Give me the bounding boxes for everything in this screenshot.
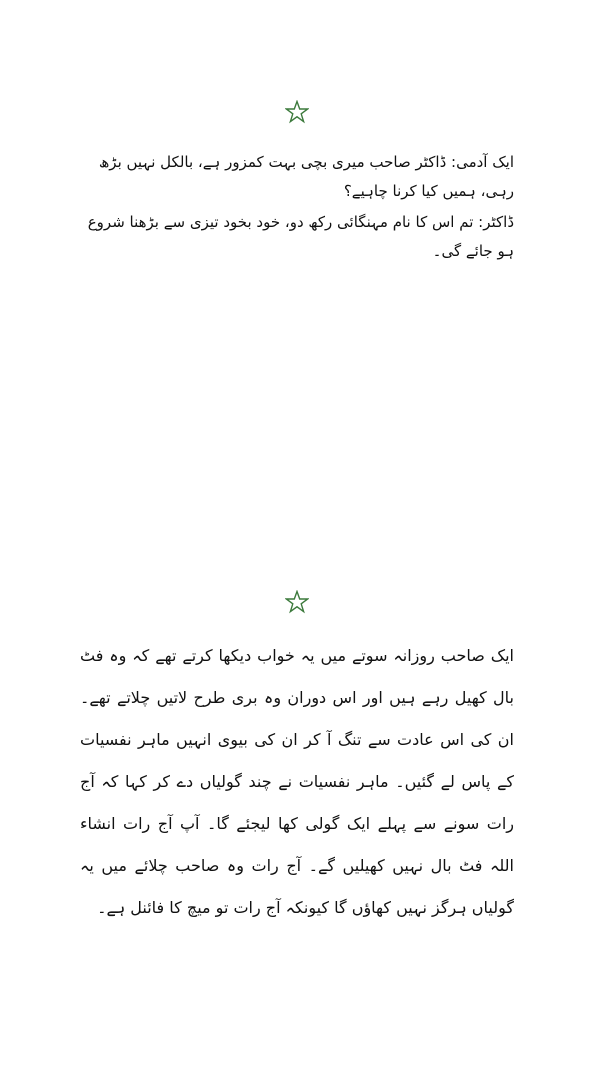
joke-2-text: ایک صاحب روزانہ سوتے میں یہ خواب دیکھا کرتے تھے کہ وہ فٹ بال کھیل رہے ہیں اور اس دوران وہ بری طرح لاتیں چلاتے تھے۔ ان کی اس عادت سے تنگ آ کر ان کی بیوی انہیں ماہر نفسیات کے پاس لے گئیں۔ ماہر نفسیات نے چند گولیاں دے کر کہا کہ آج رات سونے سے پہلے ایک گولی کھا لیجئے گا۔ آپ آج رات انشاء اللہ فٹ بال نہیں کھیلیں گے۔ آج رات وہ صاحب چلائے میں یہ گولیاں ہرگز نہیں کھاؤں گا کیونکہ آج رات تو میچ کا فائنل ہے۔ [80,646,514,917]
star-outline-icon [285,100,309,124]
joke-1 [80,148,514,266]
joke-2 [80,635,514,929]
star-outline-icon [285,590,309,614]
joke-1-question: ایک آدمی: ڈاکٹر صاحب میری بچی بہت کمزور ہے، بالکل نہیں بڑھ رہی، ہمیں کیا کرنا چاہیے؟ [98,153,514,200]
joke-1-answer: ڈاکٹر: تم اس کا نام مہنگائی رکھ دو، خود بخود تیزی سے بڑھنا شروع ہو جائے گی۔ [87,213,514,260]
